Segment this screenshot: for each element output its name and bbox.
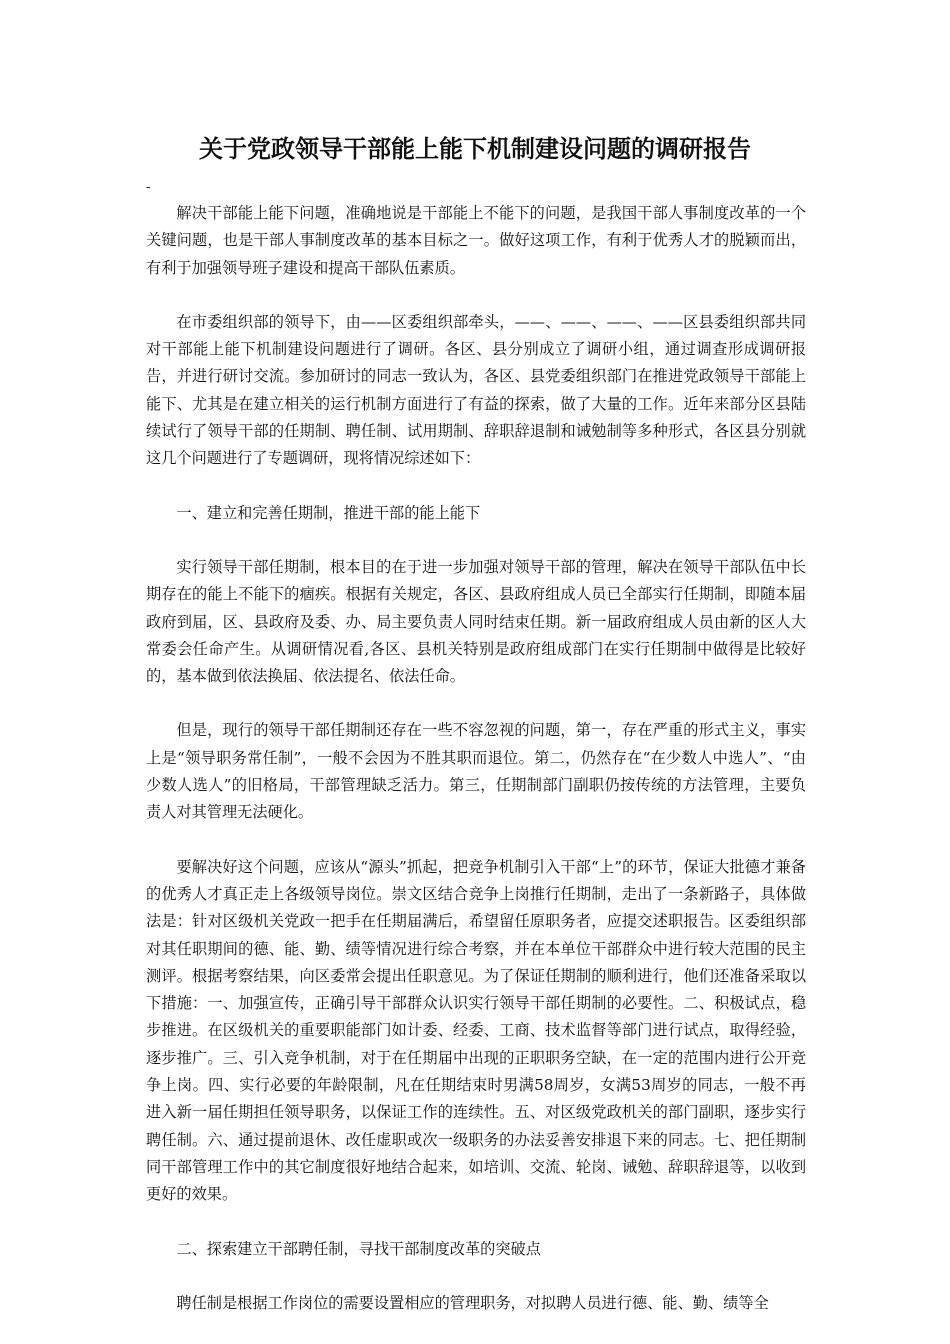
section-heading-2: 二、探索建立干部聘任制，寻找干部制度改革的突破点 — [176, 1239, 541, 1258]
body-paragraph: 实行领导干部任期制，根本目的在于进一步加强对领导干部的管理，解决在领导干部队伍中长期存在的能上不能下的痼疾。根据有关规定，各区、县政府组成人员已全部实行任期制，即随本届政府到届，区、县政府及委、办、局主要负责人同时结束任期。新一届政府组成人员由新的区人大常委会任命产生。从调研情况看,各区、县机关特别是政府组成部门在实行任期制中做得是比较好的，基本做到依法换届、依法提名、依法任命。 — [146, 557, 806, 686]
body-paragraph: 但是，现行的领导干部任期制还存在一些不容忽视的问题，第一，存在严重的形式主义，事实上是“领导职务常任制”，一般不会因为不胜其职而退位。第二，仍然存在“在少数人中选人”、“由少数人选人”的旧格局，干部管理缺乏活力。第三，任期制部门副职仍按传统的方法管理，主要负责人对其管理无法硬化。 — [146, 721, 806, 822]
separator-dash: - — [146, 180, 151, 195]
background-paragraph: 在市委组织部的领导下，由——区委组织部牵头，——、——、——、——区县委组织部共同对干部能上能下机制建设问题进行了调研。各区、县分别成立了调研小组，通过调查形成调研报告，并进行研讨交流。参加研讨的同志一致认为，各区、县党委组织部门在推进党政领导干部能上能下、尤其是在建立相关的运行机制方面进行了有益的探索，做了大量的工作。近年来部分区县陆续试行了领导干部的任期制、聘任制、试用期制、辞职辞退制和诫勉制等多种形式，各区县分别就这几个问题进行了专题调研，现将情况综述如下： — [146, 312, 806, 468]
document-body — [146, 200, 806, 1344]
section-heading-1: 一、建立和完善任期制，推进干部的能上能下 — [176, 503, 481, 522]
body-paragraph: 要解决好这个问题，应该从“源头”抓起，把竞争机制引入干部“上”的环节，保证大批德才兼备的优秀人才真正走上各级领导岗位。崇文区结合竞争上岗推行任期制，走出了一条新路子，具体做法是：针对区级机关党政一把手在任期届满后，希望留任原职务者，应提交述职报告。区委组织部对其任职期间的德、能、勤、绩等情况进行综合考察，并在本单位干部群众中进行较大范围的民主测评。根据考察结果，向区委常会提出任职意见。为了保证任期制的顺利进行，他们还准备采取以下措施：一、加强宣传，正确引导干部群众认识实行领导干部任期制的必要性。二、积极试点，稳步推进。在区级机关的重要职能部门如计委、经委、工商、技术监督等部门进行试点，取得经验，逐步推广。三、引入竞争机制，对于在任期届中出现的正职职务空缺，在一定的范围内进行公开竞争上岗。四、实行必要的年龄限制，凡在任期结束时男满58周岁，女满53周岁的同志，一般不再进入新一届任期担任领导职务，以保证工作的连续性。五、对区级党政机关的部门副职，逐步实行聘任制。六、通过提前退休、改任虚职或次一级职务的办法妥善安排退下来的同志。七、把任期制同干部管理工作中的其它制度很好地结合起来，如培训、交流、轮岗、诫勉、辞职辞退等，以收到更好的效果。 — [146, 857, 806, 1204]
intro-paragraph: 解决干部能上能下问题，准确地说是干部能上不能下的问题，是我国干部人事制度改革的一个关键问题，也是干部人事制度改革的基本目标之一。做好这项工作，有利于优秀人才的脱颖而出，有利于加强领导班子建设和提高干部队伍素质。 — [146, 204, 806, 277]
body-paragraph: 聘任制是根据工作岗位的需要设置相应的管理职务，对拟聘人员进行德、能、勤、绩等全 — [176, 1293, 769, 1312]
document-title: 关于党政领导干部能上能下机制建设问题的调研报告 — [199, 134, 751, 163]
